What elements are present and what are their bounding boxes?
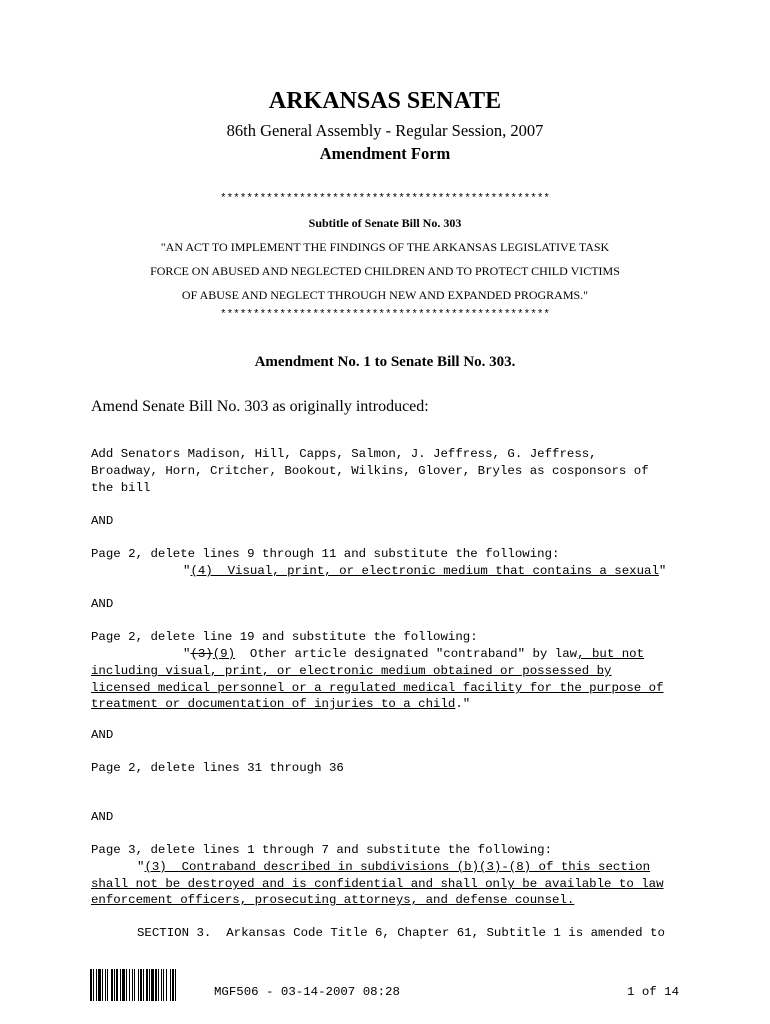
inserted-text: (4) Visual, print, or electronic medium that contains a sexual <box>190 564 659 578</box>
inserted-text: treatment or documentation of injuries to a child <box>91 697 456 711</box>
footer-page-number: 1 of 14 <box>627 985 680 999</box>
quote-mark: " <box>137 860 145 874</box>
quote-mark: " <box>658 564 667 578</box>
subtitle-line-2: FORCE ON ABUSED AND NEGLECTED CHILDREN AND TO PROTECT CHILD VICTIMS <box>150 264 620 278</box>
and-separator: AND <box>91 810 114 824</box>
quote-mark: " <box>183 564 191 578</box>
document-title: ARKANSAS SENATE <box>268 88 502 114</box>
barcode-image <box>90 969 200 1001</box>
cosponsors-line-2: Broadway, Horn, Critcher, Bookout, Wilkins, Glover, Bryles as cosponsors of <box>91 464 649 478</box>
quoted-substitution-3-line-2: shall not be destroyed and is confidential and shall only be available to law <box>91 877 664 891</box>
quoted-substitution-3-line-3: enforcement officers, prosecuting attorneys, and defense counsel. <box>91 893 575 907</box>
section-3-line: SECTION 3. Arkansas Code Title 6, Chapter 61, Subtitle 1 is amended to <box>137 926 665 940</box>
and-separator: AND <box>91 597 114 611</box>
quoted-substitution-1 <box>183 564 666 578</box>
instruction-page2-lines9-11: Page 2, delete lines 9 through 11 and substitute the following: <box>91 547 560 561</box>
subtitle-line-1: "AN ACT TO IMPLEMENT THE FINDINGS OF THE ARKANSAS LEGISLATIVE TASK <box>160 240 610 254</box>
quoted-substitution-2-line-2: including visual, print, or electronic medium obtained or possessed by <box>91 664 612 678</box>
star-divider-top: ************************************************** <box>219 193 551 205</box>
inserted-text: (9) <box>212 647 236 661</box>
quote-mark: " <box>183 647 191 661</box>
quoted-substitution-2-line-3: licensed medical personnel or a regulated medical facility for the purpose of <box>91 681 664 695</box>
existing-text: Other article designated "contraband" by law <box>235 647 578 661</box>
footer-document-code: MGF506 - 03-14-2007 08:28 <box>214 985 400 999</box>
subtitle-heading: Subtitle of Senate Bill No. 303 <box>308 216 462 230</box>
and-separator: AND <box>91 728 114 742</box>
inserted-text: (3) Contraband described in subdivisions (b)(3)-(8) of this section <box>144 860 651 874</box>
quoted-substitution-3-line-1 <box>137 860 650 874</box>
amendment-title: Amendment No. 1 to Senate Bill No. 303. <box>254 354 516 370</box>
subtitle-line-3: OF ABUSE AND NEGLECT THROUGH NEW AND EXPANDED PROGRAMS." <box>181 288 589 302</box>
instruction-page2-lines31-36: Page 2, delete lines 31 through 36 <box>91 761 344 775</box>
quoted-substitution-2-line-1 <box>183 647 644 661</box>
quote-mark: ." <box>455 697 471 711</box>
struck-text: (3) <box>190 647 213 661</box>
form-label: Amendment Form <box>319 144 451 163</box>
cosponsors-line-1: Add Senators Madison, Hill, Capps, Salmon, J. Jeffress, G. Jeffress, <box>91 447 597 461</box>
inserted-text: , but not <box>577 647 645 661</box>
quoted-substitution-2-line-4 <box>91 697 470 711</box>
and-separator: AND <box>91 514 114 528</box>
cosponsors-line-3: the bill <box>91 481 151 495</box>
star-divider-bottom: ************************************************** <box>219 309 551 321</box>
instruction-page3-lines1-7: Page 3, delete lines 1 through 7 and substitute the following: <box>91 843 553 857</box>
instruction-page2-line19: Page 2, delete line 19 and substitute the following: <box>91 630 478 644</box>
intro-text: Amend Senate Bill No. 303 as originally introduced: <box>91 398 429 415</box>
session-line: 86th General Assembly - Regular Session, 2007 <box>226 121 544 140</box>
